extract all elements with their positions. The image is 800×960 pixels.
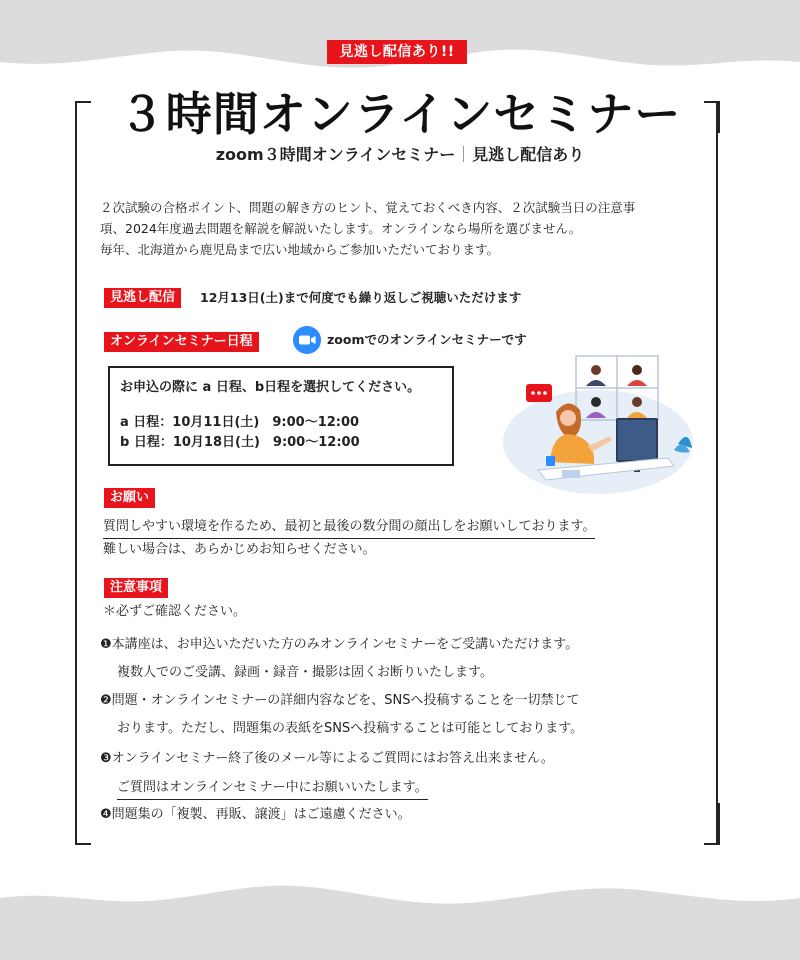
page-subtitle (100, 142, 700, 165)
schedule-box (108, 366, 454, 466)
request-label: お願い (104, 488, 155, 508)
notice-1: ❶本講座は、お申込いただいた方のみオンラインセミナーをご受講いただけます。 (100, 637, 579, 652)
intro-line: ２次試験の合格ポイント、問題の解き方のヒント、覚えておくべき内容、２次試験当日の注意事 (100, 200, 636, 215)
notice-3-cont-text: ご質問はオンラインセミナー中にお願いいたします。 (117, 778, 428, 800)
missed-stream-text: 12月13日(土)まで何度でも繰り返しご視聴いただけます (200, 290, 522, 305)
schedule-b: b 日程：10月18日(土) 9:00～12:00 (120, 435, 360, 450)
frame-right-line (716, 101, 718, 843)
notice-4: ❹問題集の「複製、再販、譲渡」はご遠慮ください。 (100, 807, 411, 822)
frame-left-line (75, 101, 77, 843)
page-title: ３時間オンラインセミナー (118, 87, 682, 141)
notice-2-cont: おります。ただし、問題集の表紙をSNSへ投稿することは可能としております。 (117, 721, 584, 736)
subtitle-separator (463, 146, 464, 162)
missed-stream-label: 見逃し配信 (104, 288, 181, 308)
frame-corner-bottom-left (75, 803, 91, 845)
online-seminar-illustration (498, 352, 698, 502)
notes-confirm: ＊必ずご確認ください。 (103, 604, 247, 619)
intro-line: 毎年、北海道から鹿児島まで広い地域からご参加いただいております。 (100, 242, 500, 257)
notice-3-cont (117, 778, 428, 800)
zoom-icon (293, 326, 321, 354)
notice-2: ❷問題・オンラインセミナーの詳細内容などを、SNSへ投稿することを一切禁じて (100, 693, 580, 708)
intro-line: 項、2024年度過去問題を解説を解説いたします。オンラインなら場所を選びません。 (100, 221, 582, 236)
notice-3: ❸オンラインセミナー終了後のメール等によるご質問にはお答え出来ません。 (100, 751, 554, 766)
intro-paragraph (100, 197, 710, 260)
subtitle-left: zoom３時間オンラインセミナー (215, 145, 456, 164)
schedule-label: オンラインセミナー日程 (104, 332, 259, 352)
notice-1-cont: 複数人でのご受講、録画・録音・撮影は固くお断りいたします。 (117, 665, 493, 680)
schedule-a: a 日程：10月11日(土) 9:00～12:00 (120, 415, 360, 430)
frame-corner-top-left (75, 101, 91, 133)
request-line-1 (103, 517, 595, 539)
schedule-box-heading: お申込の際に a 日程、b日程を選択してください。 (120, 380, 421, 395)
zoom-description: zoomでのオンラインセミナーです (327, 332, 527, 347)
missed-stream-badge: 見逃し配信あり!! (327, 40, 467, 64)
subtitle-right: 見逃し配信あり (472, 145, 585, 164)
notes-label: 注意事項 (104, 578, 168, 598)
request-line-2: 難しい場合は、あらかじめお知らせください。 (103, 542, 376, 557)
request-line-1-text: 質問しやすい環境を作るため、最初と最後の数分間の顔出しをお願いしております。 (103, 517, 595, 539)
bottom-wave-decoration (0, 880, 800, 960)
